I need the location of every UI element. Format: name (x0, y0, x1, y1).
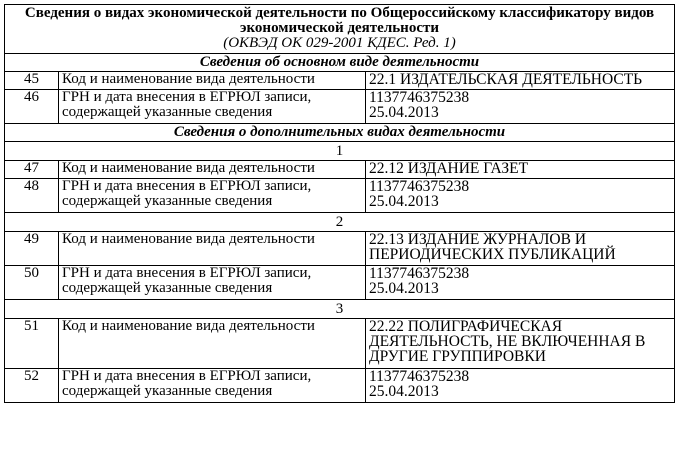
grn-number: 1137746375238 (369, 89, 470, 106)
row-number: 52 (5, 369, 59, 403)
record-date: 25.04.2013 (369, 280, 439, 297)
row-value: 22.1 ИЗДАТЕЛЬСКАЯ ДЕЯТЕЛЬНОСТЬ (366, 72, 675, 90)
group-index-row (5, 213, 675, 232)
activities-table (4, 4, 675, 403)
grn-number: 1137746375238 (369, 178, 470, 195)
grn-number: 1137746375238 (369, 265, 470, 282)
table-row (5, 90, 675, 124)
row-label: Код и наименование вида деятельности (59, 72, 366, 90)
row-number: 46 (5, 90, 59, 124)
row-number: 48 (5, 179, 59, 213)
row-number: 49 (5, 232, 59, 266)
table-row (5, 161, 675, 179)
group-index: 1 (5, 142, 675, 161)
row-value: 22.13 ИЗДАНИЕ ЖУРНАЛОВ И ПЕРИОДИЧЕСКИХ ПУБЛИКАЦИЙ (366, 232, 675, 266)
section-row (5, 54, 675, 72)
row-label: Код и наименование вида деятельности (59, 319, 366, 369)
group-index-row (5, 300, 675, 319)
egrul-extract-sheet (4, 4, 674, 403)
row-value (366, 266, 675, 300)
group-index: 2 (5, 213, 675, 232)
additional-section-title: Сведения о дополнительных видах деятельности (5, 124, 675, 142)
row-value (366, 179, 675, 213)
row-value (366, 369, 675, 403)
table-header (5, 5, 675, 54)
row-label: Код и наименование вида деятельности (59, 161, 366, 179)
record-date: 25.04.2013 (369, 383, 439, 400)
table-row (5, 179, 675, 213)
grn-number: 1137746375238 (369, 368, 470, 385)
row-value (366, 90, 675, 124)
row-number: 47 (5, 161, 59, 179)
table-row (5, 369, 675, 403)
row-number: 45 (5, 72, 59, 90)
section-row (5, 124, 675, 142)
table-header-row (5, 5, 675, 54)
record-date: 25.04.2013 (369, 193, 439, 210)
row-label: ГРН и дата внесения в ЕГРЮЛ записи, содержащей указанные сведения (59, 369, 366, 403)
table-title: Сведения о видах экономической деятельности по Общероссийскому классификатору видов экономической деятельности (24, 5, 655, 36)
table-subtitle: (ОКВЭД ОК 029-2001 КДЕС. Ред. 1) (223, 35, 456, 51)
table-row (5, 232, 675, 266)
row-value: 22.12 ИЗДАНИЕ ГАЗЕТ (366, 161, 675, 179)
row-value: 22.22 ПОЛИГРАФИЧЕСКАЯ ДЕЯТЕЛЬНОСТЬ, НЕ ВКЛЮЧЕННАЯ В ДРУГИЕ ГРУППИРОВКИ (366, 319, 675, 369)
table-row (5, 319, 675, 369)
record-date: 25.04.2013 (369, 104, 439, 121)
group-index: 3 (5, 300, 675, 319)
row-label: ГРН и дата внесения в ЕГРЮЛ записи, содержащей указанные сведения (59, 266, 366, 300)
group-index-row (5, 142, 675, 161)
table-row (5, 266, 675, 300)
row-number: 51 (5, 319, 59, 369)
row-label: ГРН и дата внесения в ЕГРЮЛ записи, содержащей указанные сведения (59, 179, 366, 213)
main-section-title: Сведения об основном виде деятельности (5, 54, 675, 72)
table-row (5, 72, 675, 90)
row-label: ГРН и дата внесения в ЕГРЮЛ записи, содержащей указанные сведения (59, 90, 366, 124)
row-number: 50 (5, 266, 59, 300)
row-label: Код и наименование вида деятельности (59, 232, 366, 266)
